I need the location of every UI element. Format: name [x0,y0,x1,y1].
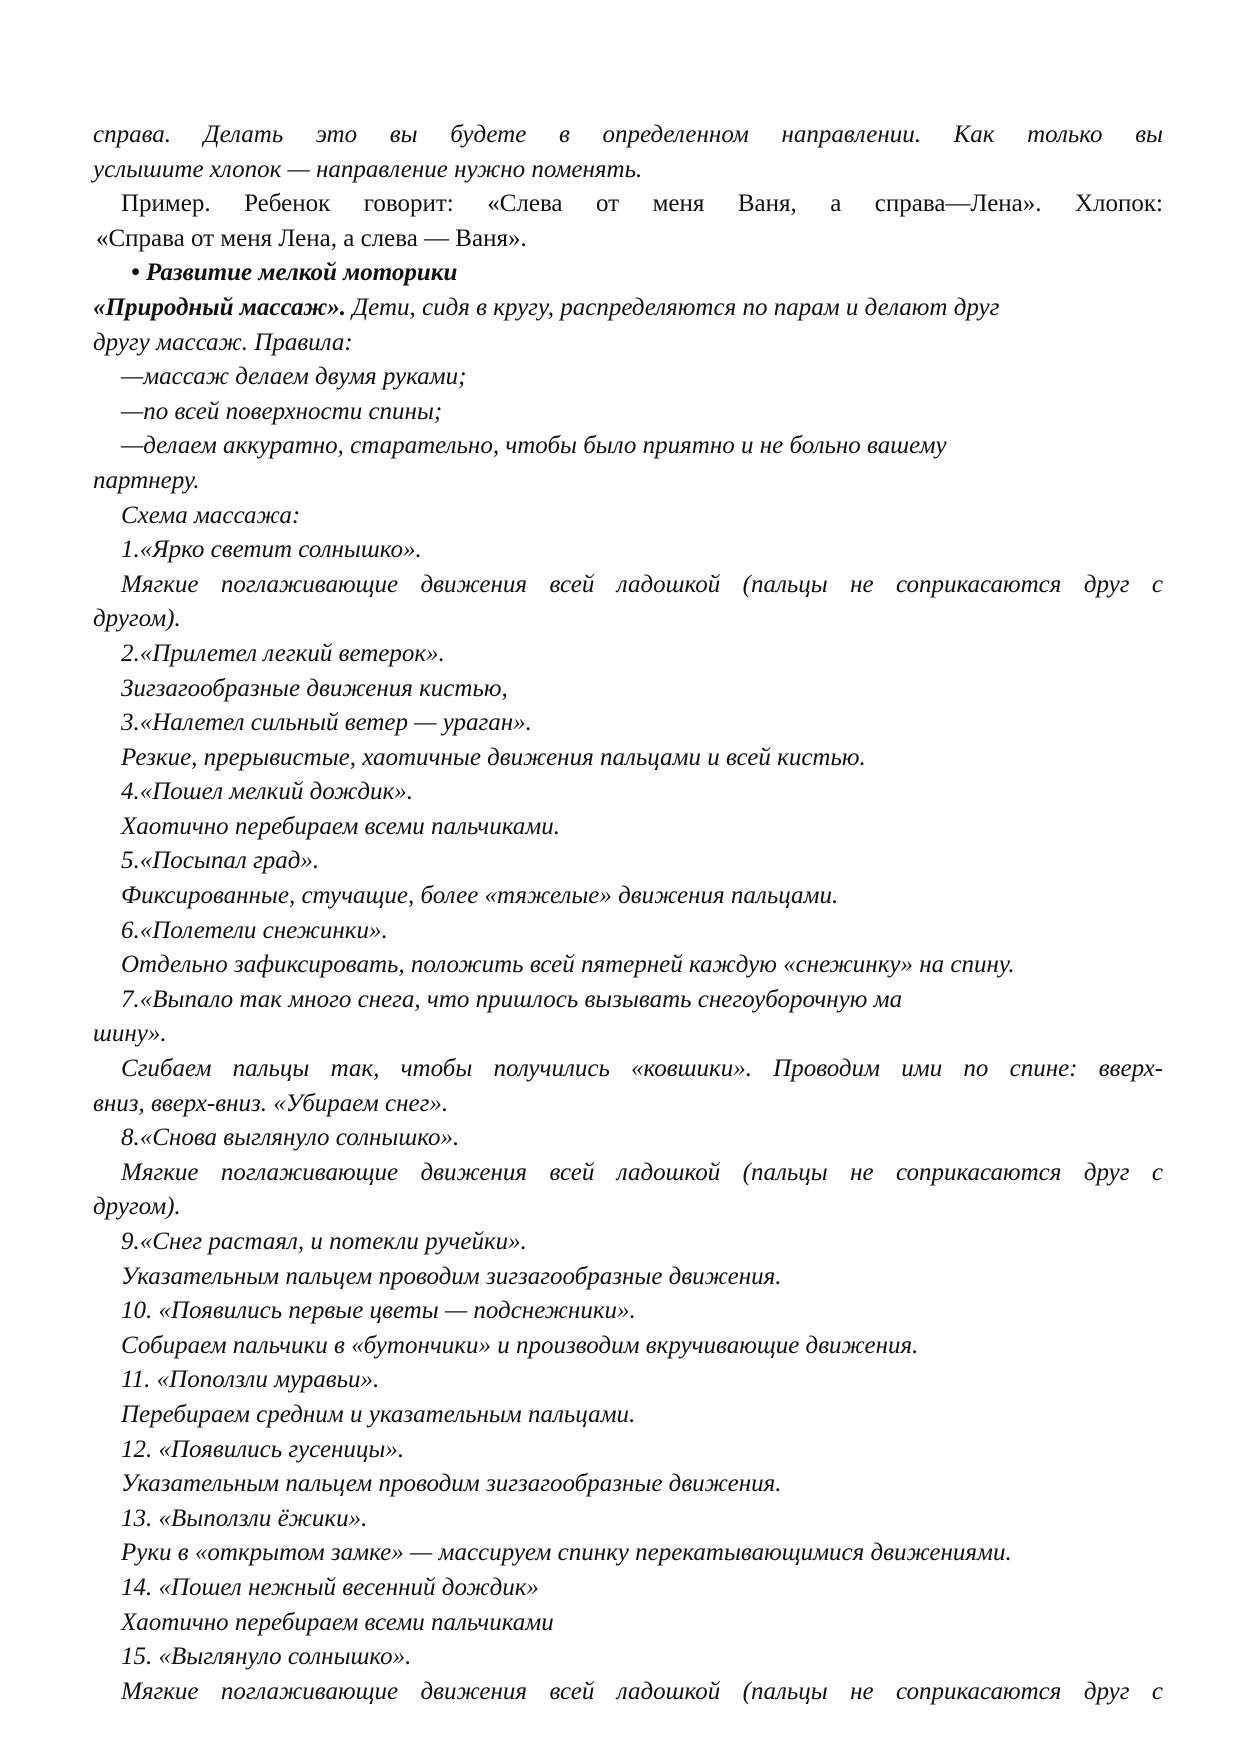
step-title: 3.«Налетел сильный ветер — ураган». [121,709,532,737]
step-description: Мягкие поглаживающие движения всей ладошкой (пальцы не соприкасаются друг с [121,1677,1163,1705]
text-line: «Справа от меня Лена, а слева — Ваня». [96,224,527,252]
step-title: 9.«Снег растаял, и потекли ручейки». [121,1228,527,1255]
text-line: партнеру. [93,466,200,494]
step-description: вниз, вверх-вниз. «Убираем снег». [93,1089,449,1117]
step-title: 1.«Ярко светит солнышко». [121,536,422,564]
step-description: Указательным пальцем проводим зигзагообразные движения. [121,1470,782,1498]
text-line: услышите хлопок — направление нужно поменять. [93,155,643,183]
step-title: шину». [93,1020,167,1048]
section-heading: • Развитие мелкой моторики [131,259,458,287]
document-page [93,118,1163,1709]
text-span: Дети, сидя в кругу, распределяются по парам и делают друг [346,293,1000,321]
step-description: Собираем пальчики в «бутончики» и производим вкручивающие движения. [121,1331,919,1359]
step-description: Перебираем средним и указательным пальцами. [121,1400,636,1428]
step-description: другом). [93,1193,181,1221]
step-description: Руки в «открытом замке» — массируем спинку перекатывающимися движениями. [121,1539,1012,1567]
step-title: 5.«Посыпал град». [121,847,320,875]
step-title: 2.«Прилетел легкий ветерок». [121,639,445,667]
step-title: 7.«Выпало так много снега, что пришлось вызывать снегоуборочную ма [121,985,903,1013]
step-title: 4.«Пошел мелкий дождик». [121,778,413,806]
step-description: Хаотично перебираем всеми пальчиками [121,1608,554,1636]
step-description: Мягкие поглаживающие движения всей ладошкой (пальцы не соприкасаются друг с [121,570,1163,598]
step-title: 12. «Появились гусеницы». [121,1435,405,1463]
text-line: Пример. Ребенок говорит: «Слева от меня Ваня, а справа—Лена». Хлопок: [121,190,1163,218]
text-line: Схема массажа: [121,501,301,529]
step-description: Фиксированные, стучащие, более «тяжелые» движения пальцами. [121,882,839,910]
step-description: Мягкие поглаживающие движения всей ладошкой (пальцы не соприкасаются друг с [121,1158,1163,1186]
step-title: 13. «Выползли ёжики». [121,1504,368,1532]
rule-item: —массаж делаем двумя руками; [121,363,467,391]
step-description: другом). [93,605,181,633]
game-title: «Природный массаж». [93,293,347,321]
text-line [93,291,1163,326]
step-title: 6.«Полетели снежинки». [121,916,388,944]
step-title: 11. «Поползли муравьи». [121,1366,380,1394]
step-title: 8.«Снова выглянуло солнышко». [121,1124,460,1152]
rule-item: —по всей поверхности спины; [121,397,443,425]
step-description: Зигзагообразные движения кистью, [121,674,508,702]
rule-item: —делаем аккуратно, старательно, чтобы было приятно и не больно вашему [121,432,947,460]
step-description: Указательным пальцем проводим зигзагообразные движения. [121,1262,782,1290]
step-title: 15. «Выглянуло солнышко». [121,1643,412,1671]
step-description: Сгибаем пальцы так, чтобы получились «ковшики». Проводим ими по спине: вверх- [121,1055,1163,1083]
text-line: справа. Делать это вы будете в определенном направлении. Как только вы [93,121,1163,148]
step-description: Резкие, прерывистые, хаотичные движения пальцами и всей кистью. [121,743,866,771]
step-description: Отдельно зафиксировать, положить всей пятерней каждую «снежинку» на спину. [121,951,1015,979]
step-description: Хаотично перебираем всеми пальчиками. [121,812,561,840]
step-title: 10. «Появились первые цветы — подснежники». [121,1297,636,1325]
text-line: другу массаж. Правила: [93,328,353,356]
step-title: 14. «Пошел нежный весенний дождик» [121,1573,539,1601]
